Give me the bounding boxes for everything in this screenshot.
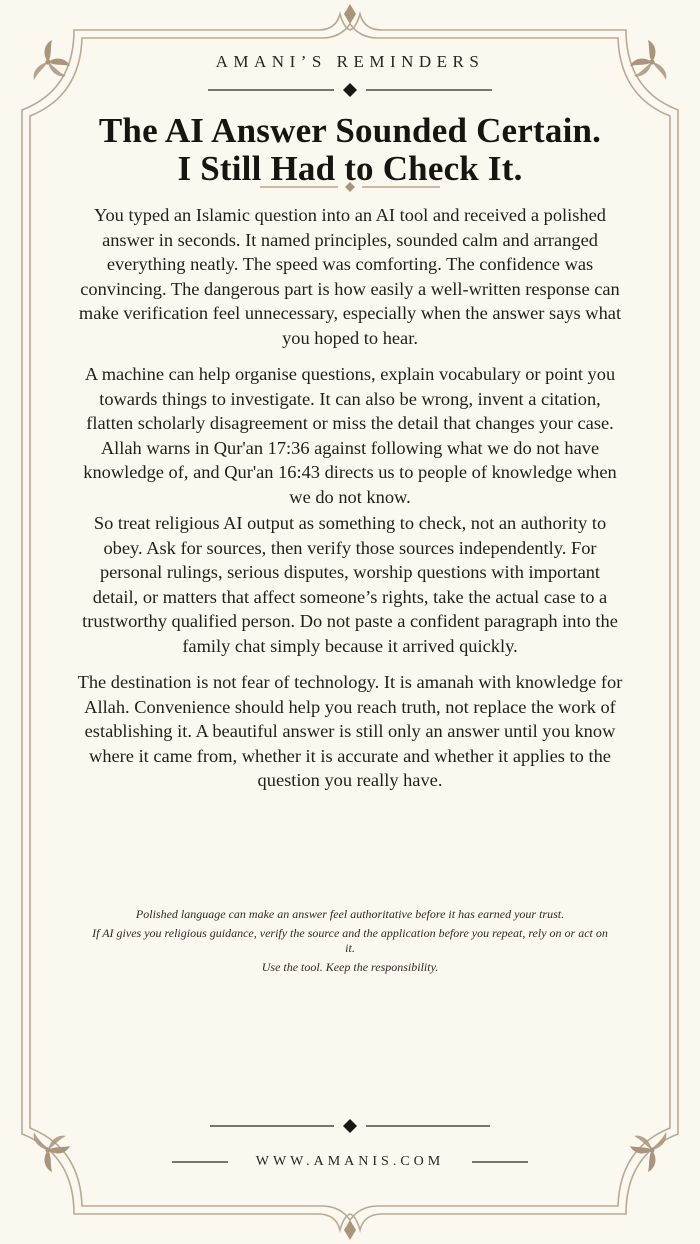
website-url: WWW.AMANIS.COM (255, 1154, 445, 1169)
paragraph-2: A machine can help organise questions, explain vocabulary or point you towards things to investigate. It can also be wrong, invent a citation, flatten scholarly disagreement or miss the detail that changes your case. Allah warns in Qur'an 17:36 against following what we do not have knowledge of, and Qur'an 16:43 directs us to people of knowledge when we do not know. (83, 364, 617, 507)
note-3: Use the tool. Keep the responsibility. (261, 959, 439, 974)
footer-divider (210, 1119, 490, 1133)
paragraph-3: So treat religious AI output as something to check, not an authority to obey. Ask for sources, then verify those sources independently. For personal rulings, serious disputes, worship questions with important detail, or matters that affect someone’s rights, take the actual case to a trustworthy qualified person. Do not paste a confident paragraph into the family chat simply because it arrived quickly. (82, 513, 618, 656)
article-body (76, 203, 624, 795)
bottom-diamond-ornament (344, 1220, 356, 1240)
top-diamond-ornament (344, 4, 356, 24)
title-line-2: I Still Had to Check It. (177, 149, 523, 188)
header-divider (208, 83, 492, 97)
page-title (40, 112, 660, 188)
paragraph-1: You typed an Islamic question into an AI tool and received a polished answer in seconds. It named principles, sounded calm and arranged everything neatly. The speed was comforting. The confidence was convincing. The dangerous part is how easily a well-written response can make verification feel unnecessary, especially when the answer says what you hoped to hear. (78, 205, 622, 348)
paragraph-4: The destination is not fear of technology. It is amanah with knowledge for Allah. Convenience should help you reach truth, not replace the work of establishing it. A beautiful answer is still only an answer until you know where it came from, whether it is accurate and whether it applies to the question you really have. (77, 672, 623, 790)
title-line-1: The AI Answer Sounded Certain. (98, 111, 602, 150)
note-2: If AI gives you religious guidance, verify the source and the application before you repeat, rely on or act on it. (92, 925, 608, 955)
brand-title: AMANI’S REMINDERS (215, 52, 485, 71)
key-takeaways (90, 907, 610, 978)
note-1: Polished language can make an answer feel authoritative before it has earned your trust. (135, 907, 565, 921)
